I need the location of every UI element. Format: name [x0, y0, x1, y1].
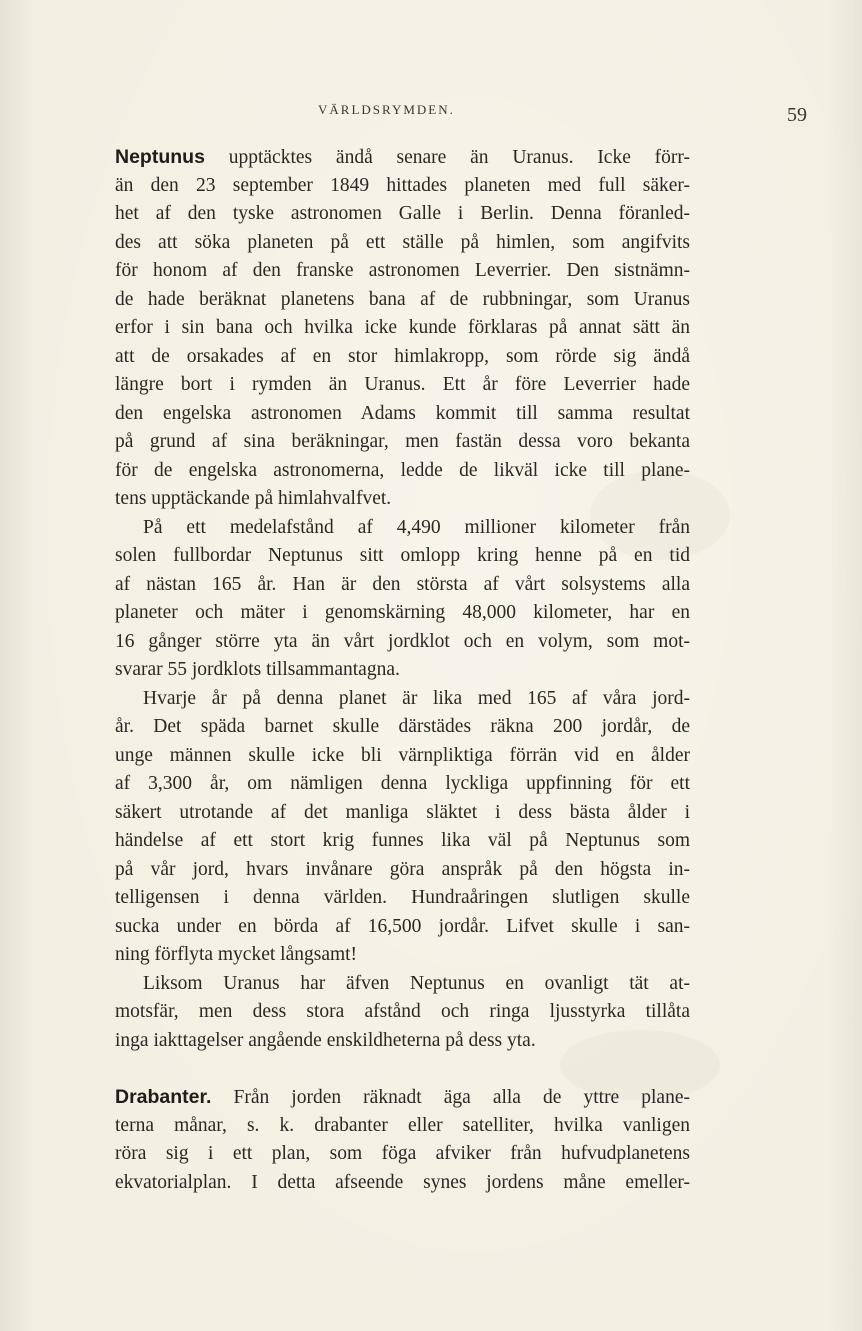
text-line: På ett medelafstånd af 4,490 millioner kilometer från [143, 516, 690, 538]
section-heading-drabanter: Drabanter. [115, 1086, 212, 1108]
text-line: ning förflyta mycket långsamt! [115, 944, 358, 965]
text-line: längre bort i rymden än Uranus. Ett år före Leverrier hade [115, 374, 690, 395]
text-line: telligensen i denna världen. Hundraåringen slutligen skulle [115, 887, 690, 908]
section-heading-neptunus: Neptunus [115, 146, 205, 168]
text-line: inga iakttagelser angående enskildheterna på dess yta. [115, 1029, 536, 1051]
text-line: het af den tyske astronomen Galle i Berlin. Denna föranled- [115, 203, 690, 224]
text-line: svarar 55 jordklots tillsammantagna. [115, 659, 400, 680]
text-line: des att söka planeten på ett ställe på himlen, som angifvits [115, 231, 690, 253]
text-line: motsfär, men dess stora afstånd och ringa ljusstyrka tillåta [115, 1001, 690, 1022]
running-head: VÄRLDSRYMDEN. [318, 102, 455, 117]
section-gap [115, 1055, 690, 1083]
text-line: 16 gånger större yta än vårt jordklot och en volym, som mot- [115, 630, 690, 652]
text-line [115, 1083, 690, 1112]
text-line: Liksom Uranus har äfven Neptunus en ovanligt tät at- [143, 972, 690, 994]
text-line: för de engelska astronomerna, ledde de likväl icke till plane- [115, 459, 690, 481]
text-line: än den 23 september 1849 hittades planeten med full säker- [115, 174, 690, 196]
text-line: röra sig i ett plan, som föga afviker från hufvudplanetens [115, 1143, 690, 1164]
text-line: af 3,300 år, om nämligen denna lyckliga uppfinning för ett [115, 773, 690, 794]
text-line: att de orsakades af en stor himlakropp, som rörde sig ändå [115, 345, 690, 367]
text-line: på grund af sina beräkningar, men fastän dessa voro bekanta [115, 431, 690, 452]
text-line: af nästan 165 år. Han är den största af vårt solsystems alla [115, 573, 690, 595]
text-line: planeter och mäter i genomskärning 48,000 kilometer, har en [115, 602, 690, 623]
page-number: 59 [787, 104, 807, 126]
text-line: solen fullbordar Neptunus sitt omlopp kring henne på en tid [115, 545, 690, 566]
text-line: unge männen skulle icke bli värnpliktiga förrän vid en ålder [115, 744, 690, 766]
line-text: Från jorden räknadt äga alla de yttre plane- [211, 1087, 690, 1108]
text-line [115, 143, 690, 172]
text-line: på vår jord, hvars invånare göra anspråk på den högsta in- [115, 858, 690, 880]
line-text: upptäcktes ändå senare än Uranus. Icke förr- [204, 147, 690, 168]
text-line: ekvatorialplan. I detta afseende synes jordens måne emeller- [115, 1171, 690, 1193]
text-line: för honom af den franske astronomen Leverrier. Den sistnämn- [115, 260, 690, 281]
text-line: sucka under en börda af 16,500 jordår. Lifvet skulle i san- [115, 915, 690, 937]
text-line: år. Det späda barnet skulle därstädes räkna 200 jordår, de [115, 716, 690, 737]
body-text [115, 143, 690, 1197]
text-line: de hade beräknat planetens bana af de rubbningar, som Uranus [115, 288, 690, 310]
text-line: tens upptäckande på himlahvalfvet. [115, 488, 392, 509]
text-line: terna månar, s. k. drabanter eller satelliter, hvilka vanligen [115, 1114, 690, 1136]
text-line: Hvarje år på denna planet är lika med 165 af våra jord- [143, 687, 690, 709]
text-line: erfor i sin bana och hvilka icke kunde förklaras på annat sätt än [115, 317, 690, 338]
text-line: händelse af ett stort krig funnes lika väl på Neptunus som [115, 830, 690, 851]
text-line: den engelska astronomen Adams kommit till samma resultat [115, 402, 690, 424]
text-line: säkert utrotande af det manliga släktet i dess bästa ålder i [115, 801, 690, 823]
